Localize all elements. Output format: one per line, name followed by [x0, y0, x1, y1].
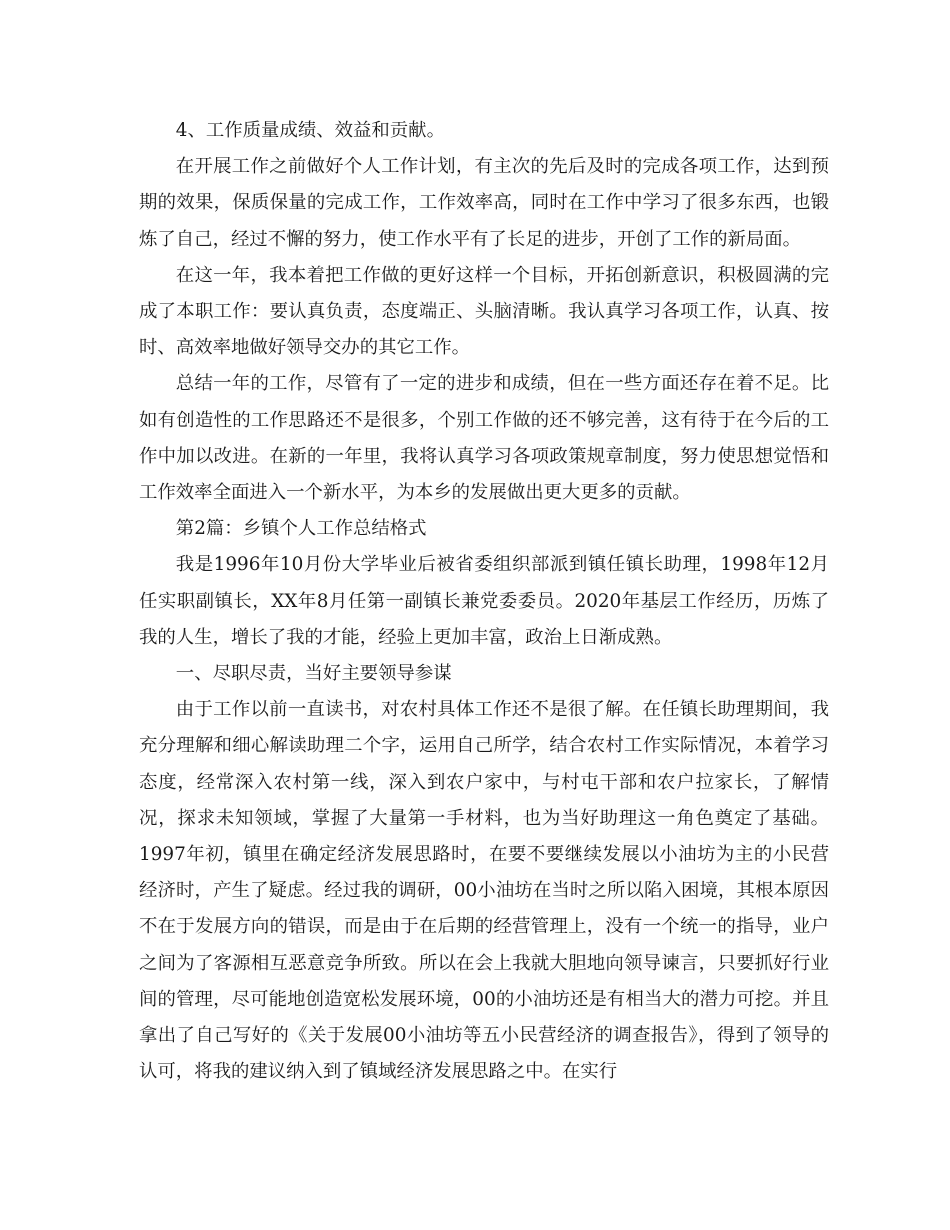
paragraph-section-heading: 4、工作质量成绩、效益和贡献。	[175, 120, 445, 141]
paragraph: 总结一年的工作，尽管有了一定的进步和成绩，但在一些方面还存在着不足。比如有创造性的工作思路还不是很多，个别工作做的还不够完善，这有待于在今后的工作中加以改进。在新的一年里，我将认真学习各项政策规章制度，努力使思想觉悟和工作效率全面进入一个新水平，为本乡的发展做出更大更多的贡献。	[139, 373, 829, 504]
section-heading: 一、尽职尽责，当好主要领导参谋	[175, 663, 452, 685]
paragraph: 在这一年，我本着把工作做的更好这样一个目标，开拓创新意识，积极圆满的完成了本职工作：要认真负责，态度端正、头脑清晰。我认真学习各项工作，认真、按时、高效率地做好领导交办的其它工作。	[139, 264, 829, 359]
paragraph: 我是1996年10月份大学毕业后被省委组织部派到镇任镇长助理，1998年12月任实职副镇长，XX年8月任第一副镇长兼党委委员。2020年基层工作经历，历炼了我的人生，增长了我的才能，经验上更加丰富，政治上日渐成熟。	[139, 554, 829, 648]
article-title: 第2篇：乡镇个人工作总结格式	[175, 518, 427, 540]
paragraph: 由于工作以前一直读书，对农村具体工作还不是很了解。在任镇长助理期间，我充分理解和细心解读助理二个字，运用自己所学，结合农村工作实际情况，本着学习态度，经常深入农村第一线，深入到农户家中，与村屯干部和农户拉家长，了解情况，探求未知领域，掌握了大量第一手材料，也为当好助理这一角色奠定了基础。1997年初，镇里在确定经济发展思路时，在要不要继续发展以小油坊为主的小民营经济时，产生了疑虑。经过我的调研，00小油坊在当时之所以陷入困境，其根本原因不在于发展方向的错误，而是由于在后期的经营管理上，没有一个统一的指导，业户之间为了客源相互恶意竞争所致。所以在会上我就大胆地向领导谏言，只要抓好行业间的管理，尽可能地创造宽松发展环境，00的小油坊还是有相当大的潜力可挖。并且拿出了自己写好的《关于发展00小油坊等五小民营经济的调查报告》，得到了领导的认可，将我的建议纳入到了镇域经济发展思路之中。在实行	[139, 699, 829, 1083]
paragraph: 在开展工作之前做好个人工作计划，有主次的先后及时的完成各项工作，达到预期的效果，保质保量的完成工作，工作效率高，同时在工作中学习了很多东西，也锻炼了自己，经过不懈的努力，使工作水平有了长足的进步，开创了工作的新局面。	[139, 156, 829, 250]
document-body	[139, 113, 829, 1090]
